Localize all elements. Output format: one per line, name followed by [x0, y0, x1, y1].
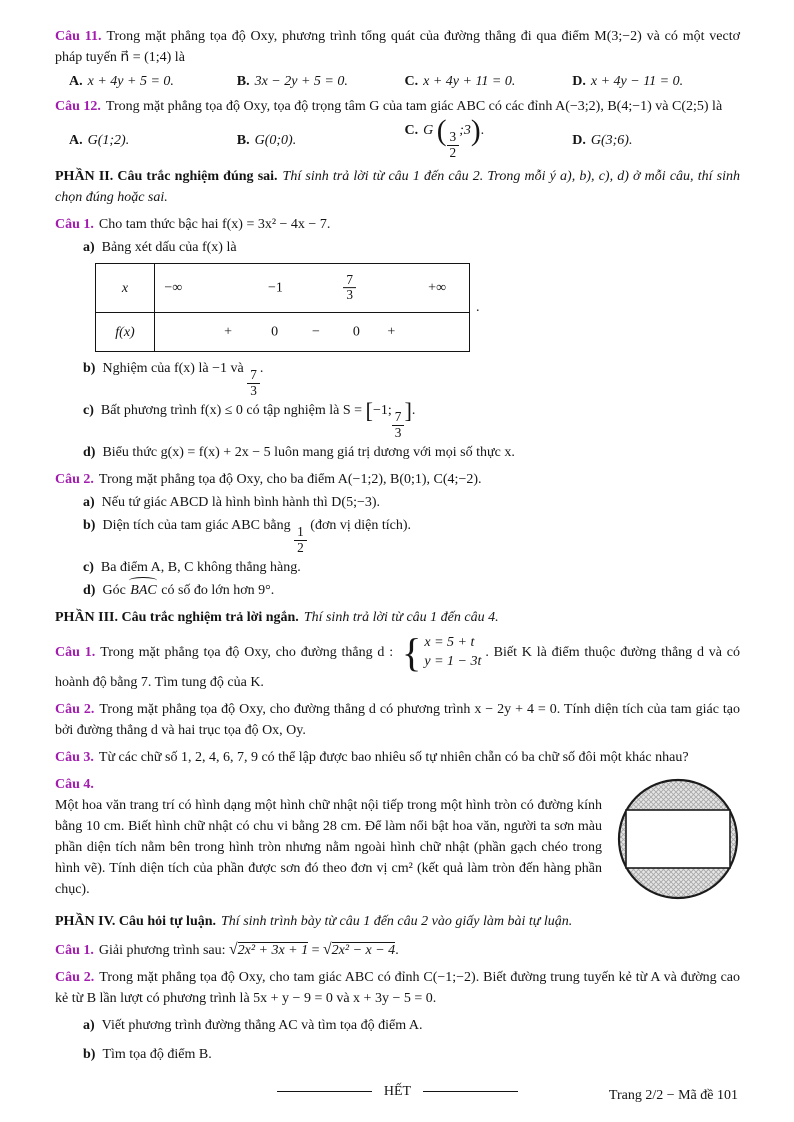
fraction: $\frac{7}{3}$ [247, 368, 260, 398]
option-key: C. [404, 74, 419, 89]
item-mark: b) [83, 518, 96, 534]
p3-q3-label: Câu 3. [55, 749, 94, 765]
p2-q2-text: Trong mặt phẳng tọa độ Oxy, cho ba điểm A(−1;2), B(0;1), C(4;−2). [98, 472, 482, 488]
item-text: Bất phương trình f(x) ≤ 0 có tập nghiệm là S = [100, 403, 366, 419]
p2-q1-text: Cho tam thức bậc hai f(x) = 3x² − 4x − 7. [98, 217, 331, 233]
option-key: D. [572, 74, 586, 89]
option-key: B. [236, 132, 250, 148]
p2-q2-label: Câu 2. [55, 472, 94, 488]
p3-q1-label: Câu 1. [55, 645, 96, 661]
item-text: Góc [102, 583, 130, 599]
cell-root-2-fraction: $\frac{7}{3}$ [343, 273, 356, 303]
part-2-title: PHẦN II. Câu trắc nghiệm đúng sai. [55, 169, 278, 185]
inscribed-rectangle-in-circle-figure [616, 777, 740, 901]
option-c [405, 71, 573, 92]
p4-q1-label: Câu 1. [55, 942, 94, 958]
system-eq-2: y = 1 − 3t [424, 654, 482, 670]
option-key: B. [236, 74, 250, 89]
p2-q2-item-b [83, 515, 740, 555]
p4-q2-label: Câu 2. [55, 970, 95, 986]
option-a [69, 130, 237, 151]
p4-q1-end: . [395, 942, 399, 958]
item-mark: c) [83, 403, 94, 419]
fraction: $\frac{7}{3}$ [392, 410, 405, 440]
p4-q2-item-b [83, 1044, 740, 1065]
option-end: . [480, 123, 485, 138]
sqrt-right: √2x² − x − 4 [323, 940, 396, 958]
table-period: . [476, 300, 480, 316]
item-text: Tìm tọa độ điểm B. [102, 1047, 212, 1063]
item-mark: a) [83, 495, 95, 511]
interval-left: −1; [373, 403, 392, 419]
p3-q4-label: Câu 4. [55, 776, 94, 792]
left-paren: ( [436, 114, 447, 147]
item-text: Biểu thức g(x) = f(x) + 2x − 5 luôn mang giá trị dương với mọi số thực x. [102, 445, 515, 461]
equation-system [401, 629, 482, 675]
item-text: Bảng xét dấu của f(x) là [101, 240, 237, 256]
option-key: A. [69, 132, 83, 148]
left-bracket: [ [365, 397, 373, 423]
part-3-title: PHẦN III. Câu trắc nghiệm trả lời ngắn. [55, 610, 299, 626]
option-text: G(0;0). [254, 132, 297, 148]
sign-table-x-row [155, 264, 470, 313]
cell-plus-infinity: +∞ [428, 280, 447, 296]
option-text: x + 4y + 5 = 0. [87, 74, 174, 89]
cell-minus-infinity: −∞ [164, 280, 183, 296]
p4-q2-text: Trong mặt phẳng tọa độ Oxy, cho tam giác ABC có đỉnh C(−1;−2). Biết đường trung tuyến kẻ từ A và đường cao kẻ từ B lần lượt có phương trình là 5x + y − 9 = 0 và x + 3y − 5 = 0. [55, 970, 740, 1007]
question-12-label: Câu 12. [55, 99, 101, 114]
option-text-pre: G [423, 123, 434, 138]
option-b [237, 130, 405, 151]
option-c [404, 114, 573, 160]
part-2-instruction: Thí sinh trả lời từ câu 1 đến câu 2. Trong mỗi ý a), b), c), d) ở mỗi câu, thí sinh chọn đúng hoặc sai. [55, 169, 740, 206]
sign-cell: + [387, 324, 396, 340]
cell-root-1: −1 [268, 280, 283, 296]
system-eq-1: x = 5 + t [424, 635, 475, 651]
divider-line-right [423, 1091, 518, 1092]
p3-q2-text: Trong mặt phẳng tọa độ Oxy, cho đường thẳng d có phương trình x − 2y + 4 = 0. Tính diện tích của tam giác tạo bởi đường thẳng d và hai trục tọa độ Ox, Oy. [55, 701, 740, 738]
end-of-exam-text: HẾT [383, 1084, 412, 1100]
item-end: . [259, 361, 264, 377]
item-text: Ba điểm A, B, C không thẳng hàng. [100, 560, 301, 576]
item-mark: d) [83, 583, 96, 599]
p4-question-1 [55, 938, 740, 962]
sign-table-fx-row [155, 313, 470, 352]
option-text-post: ;3 [459, 123, 471, 138]
question-12-text: Trong mặt phẳng tọa độ Oxy, tọa độ trọng tâm G của tam giác ABC có các đỉnh A(−3;2), B(4;−1) và C(2;5) là [105, 99, 723, 114]
system-brace: { [401, 629, 422, 675]
option-key: A. [69, 74, 83, 89]
p3-question-2 [55, 699, 740, 741]
right-paren: ) [470, 114, 481, 147]
p2-q1-label: Câu 1. [55, 217, 94, 233]
option-text: x + 4y + 11 = 0. [423, 74, 516, 89]
p3-question-3 [55, 747, 740, 768]
p2-q1-item-c [83, 397, 740, 440]
p3-q1-text-post: . Biết K là điểm thuộc đường thẳng d và có hoành độ bằng 7. Tìm tung độ của K. [55, 645, 740, 690]
item-text: Nghiệm của f(x) là −1 và [102, 361, 248, 377]
sqrt-left: √2x² + 3x + 1 [229, 940, 309, 958]
p3-question-1 [55, 629, 740, 693]
fraction: $\frac{3}{2}$ [447, 130, 460, 160]
p3-q4-text: Một hoa văn trang trí có hình dạng một hình chữ nhật nội tiếp trong một hình tròn có đường kính bằng 10 cm. Biết hình chữ nhật có chu vi bằng 28 cm. Để làm nổi bật hoa văn, người ta sơn màu phần diện tích nằm bên trong hình tròn nhưng nằm ngoài hình chữ nhật (phần gạch chéo trong hình vẽ). Tính diện tích của phần được sơn đó theo đơn vị cm² (kết quả làm tròn đến hàng phần chục). [55, 797, 602, 897]
option-d [572, 130, 740, 151]
page-footer: Trang 2/2 − Mã đề 101 [608, 1088, 738, 1103]
option-key: C. [404, 123, 419, 138]
item-mark: c) [83, 560, 94, 576]
equals-sign: = [311, 942, 320, 958]
sign-table-fx-label: f(x) [96, 313, 155, 352]
p2-q1-item-d [83, 442, 740, 463]
p2-q2-item-d [83, 580, 740, 601]
item-text-2: có số đo lớn hơn 9°. [157, 583, 275, 599]
fraction: $\frac{1}{2}$ [294, 525, 307, 555]
item-end: . [411, 403, 416, 419]
p3-q1-text-pre: Trong mặt phẳng tọa độ Oxy, cho đường thẳng d : [100, 645, 398, 661]
question-12-options [69, 114, 740, 160]
option-key: D. [572, 132, 586, 148]
part-4-instruction: Thí sinh trình bày từ câu 1 đến câu 2 vào giấy làm bài tự luận. [221, 913, 573, 929]
p2-question-1 [55, 214, 740, 235]
sign-cell: 0 [352, 324, 360, 340]
part-4-heading [55, 911, 740, 932]
p2-q1-item-b [83, 358, 740, 398]
option-text: 3x − 2y + 5 = 0. [254, 74, 348, 89]
item-mark: d) [83, 445, 96, 461]
p3-q2-label: Câu 2. [55, 701, 95, 717]
sign-table-x-label: x [96, 264, 155, 313]
item-mark: a) [83, 1018, 95, 1034]
question-11-text: Trong mặt phẳng tọa độ Oxy, phương trình tổng quát của đường thẳng đi qua điểm M(3;−2) và có một vectơ pháp tuyến n⃗ = (1;4) là [55, 29, 741, 65]
item-mark: a) [83, 240, 95, 256]
item-text: Nếu tứ giác ABCD là hình bình hành thì D(5;−3). [101, 495, 381, 511]
sign-cell: 0 [271, 324, 279, 340]
part-4-title: PHẦN IV. Câu hỏi tự luận. [55, 913, 217, 929]
part-2-heading [55, 166, 740, 208]
item-mark: b) [83, 1047, 96, 1063]
p4-q2-item-a [83, 1015, 740, 1036]
divider-line-left [277, 1091, 372, 1092]
angle-arc-notation: BAC [129, 580, 157, 601]
question-11-options [69, 71, 740, 92]
question-11-label: Câu 11. [55, 29, 102, 44]
p3-question-4 [55, 774, 740, 905]
question-11 [55, 26, 740, 68]
p4-question-2 [55, 967, 740, 1009]
p4-q1-text-pre: Giải phương trình sau: [98, 942, 229, 958]
option-b [237, 71, 405, 92]
option-d [572, 71, 740, 92]
item-text: Diện tích của tam giác ABC bằng [102, 518, 295, 534]
p3-q3-text: Từ các chữ số 1, 2, 4, 6, 7, 9 có thể lập được bao nhiêu số tự nhiên chẵn có ba chữ số đôi một khác nhau? [98, 749, 689, 765]
item-text-2: (đơn vị diện tích). [306, 518, 412, 534]
part-3-instruction: Thí sinh trả lời từ câu 1 đến câu 4. [303, 610, 499, 626]
rectangle-shape [626, 810, 730, 868]
item-mark: b) [83, 361, 96, 377]
p2-question-2 [55, 469, 740, 490]
sign-cell: − [312, 324, 320, 340]
option-text: x + 4y − 11 = 0. [590, 74, 684, 89]
part-3-heading [55, 607, 740, 628]
option-text: G(1;2). [87, 132, 130, 148]
sign-table-block [95, 263, 740, 352]
right-bracket: ] [404, 397, 412, 423]
p2-q2-item-c [83, 557, 740, 578]
option-text: G(3;6). [590, 132, 633, 148]
p2-q2-item-a [83, 492, 740, 513]
sign-cell: + [224, 324, 232, 340]
option-a [69, 71, 237, 92]
question-12 [55, 96, 740, 117]
item-text: Viết phương trình đường thẳng AC và tìm tọa độ điểm A. [101, 1018, 423, 1034]
p2-q1-item-a [83, 237, 740, 258]
sign-table [95, 263, 470, 352]
